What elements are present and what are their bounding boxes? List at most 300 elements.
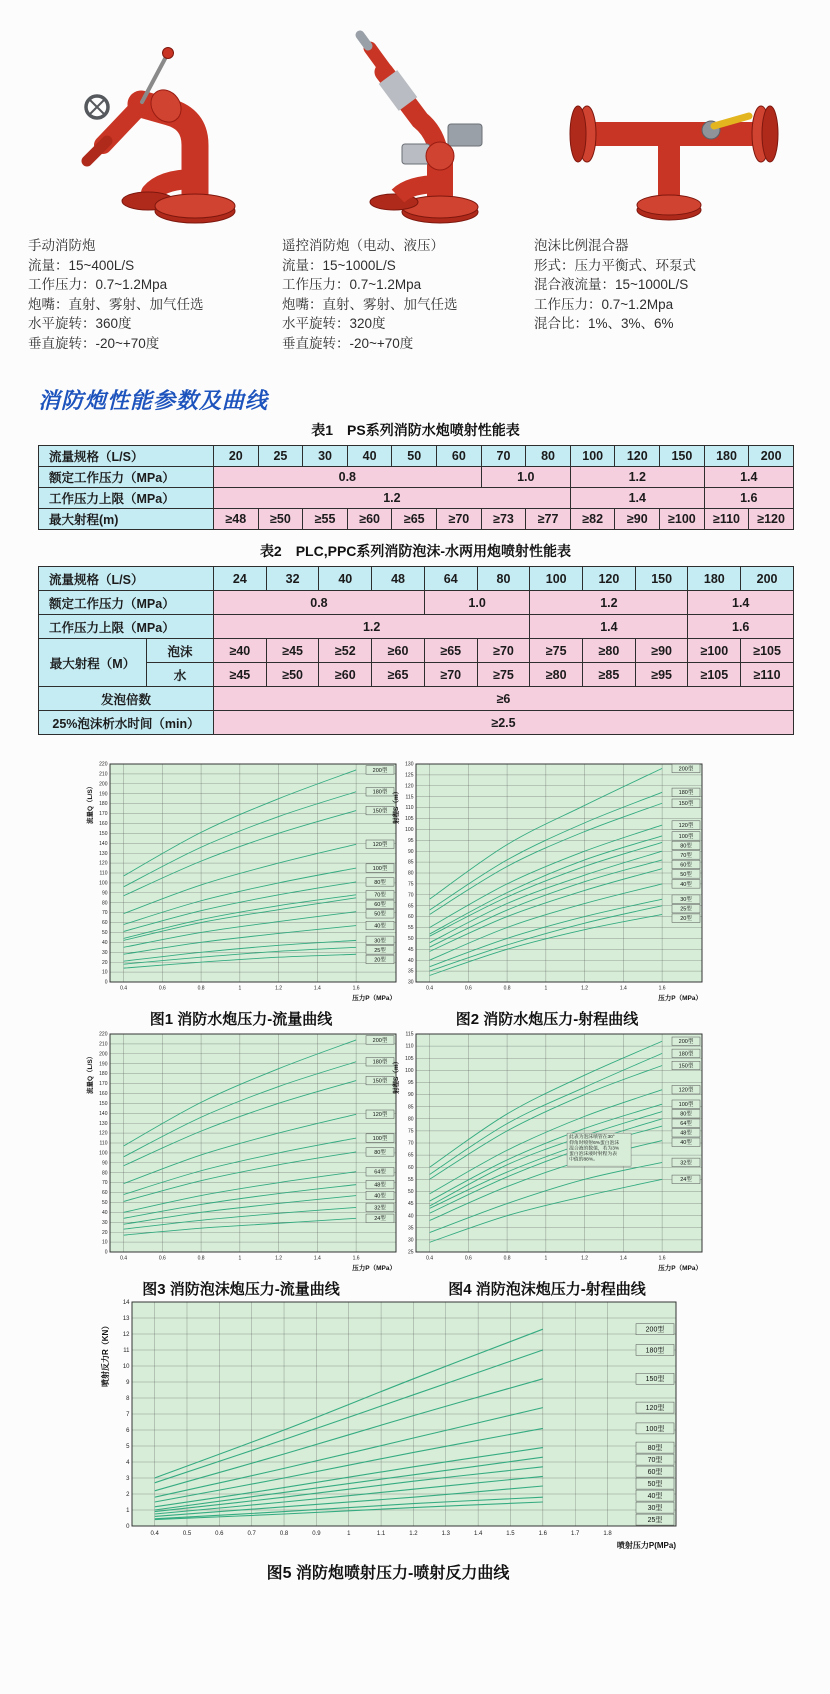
- x-tick-label: 1.6: [352, 985, 360, 992]
- x-tick-label: 0.4: [120, 985, 128, 992]
- y-tick-label: 85: [407, 859, 414, 866]
- x-tick-label: 1.4: [619, 985, 627, 992]
- x-tick-label: 1.4: [473, 1531, 483, 1537]
- y-tick-label: 50: [407, 1189, 414, 1196]
- y-tick-label: 115: [405, 1031, 414, 1038]
- table-cell: 48: [372, 567, 425, 591]
- table-cell: ≥77: [526, 509, 571, 530]
- product-text-foam-proportioner: [534, 236, 808, 334]
- y-tick-label: 190: [99, 791, 108, 798]
- x-tick-label: 0.8: [197, 1255, 205, 1262]
- y-tick-label: 50: [101, 930, 108, 937]
- x-tick-label: 1: [347, 1531, 351, 1537]
- series-label: 100型: [372, 1135, 388, 1142]
- y-tick-label: 150: [99, 830, 108, 837]
- y-tick-label: 20: [101, 959, 108, 966]
- series-label: 150型: [645, 1376, 665, 1384]
- table-cell: 100: [570, 446, 615, 467]
- product-spec-list: [282, 256, 534, 354]
- table-cell: ≥52: [319, 639, 372, 663]
- series-label: 150型: [372, 808, 388, 815]
- y-tick-label: 180: [99, 1071, 108, 1078]
- table-row: [39, 567, 794, 591]
- y-tick-label: 70: [101, 1180, 108, 1187]
- series-label: 40型: [680, 881, 692, 888]
- x-tick-label: 1.2: [275, 985, 283, 992]
- product-spec-line: 工作压力：0.7~1.2Mpa: [534, 296, 674, 312]
- y-tick-label: 150: [99, 1100, 108, 1107]
- y-tick-label: 8: [126, 1396, 130, 1402]
- x-tick-label: 1.4: [619, 1255, 627, 1262]
- y-axis-label: 流量Q（L/S）: [87, 782, 94, 824]
- series-label: 180型: [372, 789, 388, 796]
- series-label: 32型: [680, 1160, 692, 1167]
- product-spec-list: [28, 256, 282, 354]
- x-tick-label: 1.5: [506, 1531, 515, 1537]
- series-label: 48型: [374, 1182, 386, 1189]
- y-tick-label: 35: [407, 1225, 414, 1232]
- y-tick-label: 50: [101, 1200, 108, 1207]
- y-tick-label: 190: [99, 1061, 108, 1068]
- y-tick-label: 75: [407, 1128, 414, 1135]
- y-tick-label: 90: [407, 1092, 414, 1099]
- table-cell: ≥90: [635, 639, 688, 663]
- table-cell: 1.2: [570, 467, 704, 488]
- table-cell: 200: [749, 446, 794, 467]
- table-cell: 80: [526, 446, 571, 467]
- y-tick-label: 110: [405, 1043, 414, 1050]
- product-text-remote-monitor: [282, 236, 534, 353]
- table-cell: ≥105: [688, 663, 741, 687]
- annotation-line: 中值的88%。: [569, 1157, 598, 1163]
- series-label: 200型: [678, 1039, 694, 1046]
- y-tick-label: 2: [126, 1492, 130, 1498]
- table-header-cell: 最大射程(m): [39, 509, 214, 530]
- series-label: 25型: [680, 906, 692, 913]
- table-cell: ≥40: [214, 639, 267, 663]
- series-label: 40型: [374, 1193, 386, 1200]
- chart-caption: 图4 消防泡沫炮压力-射程曲线: [448, 1281, 646, 1298]
- series-label: 120型: [645, 1405, 665, 1412]
- table-cell: 120: [615, 446, 660, 467]
- fig3-pressure-flow-chart: [84, 1026, 398, 1274]
- annotation-line: 仰角时喷射6%蛋白泡沫: [569, 1140, 620, 1146]
- table-cell: 25: [258, 446, 303, 467]
- product-manual-monitor: [28, 20, 282, 353]
- y-tick-label: 80: [407, 1116, 414, 1123]
- y-tick-label: 100: [99, 1150, 108, 1157]
- y-tick-label: 220: [99, 1031, 108, 1038]
- chart-caption: 图5 消防炮喷射压力-喷射反力曲线: [266, 1565, 510, 1582]
- chart-caption: 图2 消防水炮压力-射程曲线: [455, 1011, 639, 1028]
- y-tick-label: 60: [407, 1164, 414, 1171]
- table-cell: 1.6: [704, 488, 793, 509]
- x-tick-label: 0.6: [464, 1255, 472, 1262]
- product-name: 泡沫比例混合器: [534, 238, 629, 253]
- x-axis-label: 喷射压力P(MPa): [616, 1541, 676, 1550]
- y-tick-label: 65: [407, 1152, 414, 1159]
- y-tick-label: 95: [407, 837, 414, 844]
- y-tick-label: 120: [99, 1130, 108, 1137]
- table-cell: ≥45: [214, 663, 267, 687]
- table-cell: 1.4: [704, 467, 793, 488]
- y-tick-label: 30: [101, 1219, 108, 1226]
- y-tick-label: 90: [101, 1160, 108, 1167]
- series-label: 120型: [372, 1112, 388, 1119]
- series-label: 50型: [647, 1481, 663, 1488]
- product-spec-line: 流量：15~1000L/S: [282, 257, 396, 273]
- y-tick-label: 50: [407, 936, 414, 942]
- table-cell: ≥90: [615, 509, 660, 530]
- y-tick-label: 14: [122, 1300, 130, 1306]
- y-tick-label: 100: [405, 827, 414, 833]
- series-label: 40型: [680, 1140, 692, 1147]
- product-spec-line: 水平旋转：320度: [282, 316, 386, 331]
- y-tick-label: 60: [407, 914, 414, 921]
- table-header-cell: 泡沫: [147, 639, 214, 663]
- series-label: 200型: [678, 766, 694, 773]
- product-name: 遥控消防炮（电动、液压）: [282, 238, 444, 253]
- table1-ps-water-monitor-performance: [38, 445, 794, 530]
- y-tick-label: 35: [407, 968, 414, 975]
- table-cell: ≥75: [477, 663, 530, 687]
- table-cell: 120: [583, 567, 636, 591]
- series-label: 48型: [680, 1130, 692, 1137]
- y-tick-label: 0: [104, 979, 108, 986]
- table-cell: 1.4: [570, 488, 704, 509]
- product-remote-monitor: [282, 20, 534, 353]
- table2-block: [38, 541, 793, 735]
- y-tick-label: 70: [407, 892, 414, 899]
- table-cell: 60: [437, 446, 482, 467]
- y-tick-label: 0: [104, 1249, 108, 1256]
- x-tick-label: 1: [544, 1255, 548, 1262]
- y-tick-label: 13: [122, 1316, 130, 1322]
- x-tick-label: 0.9: [312, 1531, 321, 1537]
- table-cell: 150: [660, 446, 705, 467]
- series-label: 100型: [645, 1425, 665, 1433]
- product-text-manual-monitor: [28, 236, 282, 353]
- table-cell: ≥120: [749, 509, 794, 530]
- y-tick-label: 105: [405, 1055, 414, 1062]
- table-cell: ≥65: [392, 509, 437, 530]
- series-label: 120型: [678, 822, 694, 829]
- table-cell: ≥70: [437, 509, 482, 530]
- section-title: 消防炮性能参数及曲线: [38, 388, 269, 413]
- series-label: 30型: [647, 1505, 663, 1512]
- series-label: 60型: [374, 902, 386, 909]
- y-tick-label: 105: [405, 816, 414, 823]
- table-header-cell: 流量规格（L/S）: [39, 446, 214, 467]
- x-tick-label: 1: [238, 985, 242, 992]
- x-tick-label: 1.3: [441, 1531, 450, 1537]
- y-tick-label: 0: [126, 1524, 130, 1530]
- y-tick-label: 180: [99, 801, 108, 808]
- series-label: 80型: [374, 1149, 386, 1156]
- table-cell: 1.2: [530, 591, 688, 615]
- x-tick-label: 0.8: [503, 1255, 511, 1262]
- table-row: [39, 711, 794, 735]
- table-row: [39, 615, 794, 639]
- product-name: 手动消防炮: [28, 238, 96, 253]
- y-tick-label: 30: [407, 979, 414, 986]
- series-label: 180型: [678, 790, 694, 797]
- y-tick-label: 75: [407, 881, 414, 888]
- y-tick-label: 20: [101, 1229, 108, 1236]
- y-tick-label: 40: [101, 1209, 108, 1216]
- table-cell: ≥50: [258, 509, 303, 530]
- y-tick-label: 7: [126, 1412, 130, 1418]
- y-tick-label: 12: [122, 1332, 130, 1338]
- series-label: 120型: [678, 1087, 694, 1094]
- y-tick-label: 120: [99, 860, 108, 867]
- series-label: 80型: [680, 843, 692, 850]
- y-axis-label: 流量Q（L/S）: [87, 1052, 94, 1094]
- table-cell: 0.8: [214, 591, 425, 615]
- x-tick-label: 0.4: [120, 1255, 128, 1262]
- fig1-pressure-flow-chart: [84, 756, 398, 1004]
- table2-plc-ppc-foam-water-monitor-performance: [38, 566, 794, 735]
- table-cell: ≥82: [570, 509, 615, 530]
- table-cell: ≥2.5: [214, 711, 794, 735]
- series-label: 64型: [680, 1121, 692, 1128]
- manual-fire-monitor-illustration: [45, 27, 265, 232]
- x-tick-label: 1.2: [581, 1255, 589, 1262]
- y-tick-label: 110: [99, 1140, 108, 1147]
- y-tick-label: 115: [405, 794, 414, 801]
- table-header-cell: 额定工作压力（MPa）: [39, 591, 214, 615]
- x-tick-label: 1.6: [658, 985, 666, 992]
- series-label: 25型: [647, 1517, 663, 1524]
- table-row: [39, 509, 794, 530]
- product-spec-line: 炮嘴：直射、雾射、加气任选: [28, 296, 204, 312]
- series-label: 100型: [678, 1102, 694, 1109]
- product-spec-line: 混合液流量：15~1000L/S: [534, 277, 689, 292]
- x-axis-label: 压力P（MPa）: [658, 1265, 702, 1272]
- table-cell: 40: [319, 567, 372, 591]
- chart-fig2-water-range: [390, 756, 704, 1029]
- table-header-cell: 水: [147, 663, 214, 687]
- series-label: 70型: [647, 1457, 663, 1464]
- y-tick-label: 30: [101, 949, 108, 956]
- y-tick-label: 10: [122, 1364, 130, 1370]
- series-label: 32型: [374, 1205, 386, 1212]
- series-label: 40型: [374, 923, 386, 930]
- table-cell: ≥75: [530, 639, 583, 663]
- table-cell: 180: [688, 567, 741, 591]
- table-cell: ≥65: [372, 663, 425, 687]
- y-tick-label: 55: [407, 1176, 414, 1183]
- table-cell: ≥45: [266, 639, 319, 663]
- product-spec-line: 工作压力：0.7~1.2Mpa: [282, 277, 422, 292]
- annotation-line: 混合液的数值，若为3%: [569, 1146, 620, 1152]
- table-cell: 24: [214, 567, 267, 591]
- y-tick-label: 40: [407, 1213, 414, 1220]
- table-cell: 1.0: [424, 591, 529, 615]
- table-cell: 30: [303, 446, 348, 467]
- y-tick-label: 95: [407, 1080, 414, 1087]
- y-tick-label: 65: [407, 903, 414, 910]
- y-tick-label: 5: [126, 1444, 130, 1450]
- table-cell: 40: [347, 446, 392, 467]
- table-cell: ≥70: [477, 639, 530, 663]
- x-tick-label: 1.4: [313, 1255, 321, 1262]
- x-axis-label: 压力P（MPa）: [352, 995, 396, 1002]
- series-label: 180型: [678, 1051, 694, 1058]
- series-label: 80型: [680, 1111, 692, 1118]
- product-showcase: [28, 20, 808, 353]
- table-cell: ≥85: [583, 663, 636, 687]
- product-spec-line: 流量：15~400L/S: [28, 257, 135, 273]
- x-tick-label: 0.8: [503, 985, 511, 992]
- chart-fig5-jet-reaction: [98, 1292, 678, 1583]
- x-tick-label: 1: [544, 985, 548, 992]
- product-spec-line: 混合比：1%、3%、6%: [534, 316, 674, 331]
- table-cell: ≥110: [704, 509, 749, 530]
- y-tick-label: 110: [99, 870, 108, 877]
- table-cell: 1.2: [214, 488, 571, 509]
- table-cell: ≥60: [372, 639, 425, 663]
- x-tick-label: 0.4: [150, 1531, 159, 1537]
- table-cell: 150: [635, 567, 688, 591]
- series-label: 60型: [647, 1469, 663, 1476]
- series-label: 24型: [680, 1177, 692, 1184]
- table-cell: ≥80: [583, 639, 636, 663]
- y-tick-label: 130: [99, 1120, 108, 1127]
- series-label: 50型: [374, 911, 386, 918]
- series-label: 24型: [374, 1216, 386, 1223]
- table-cell: 1.4: [530, 615, 688, 639]
- series-label: 100型: [372, 865, 388, 872]
- series-label: 150型: [678, 1063, 694, 1070]
- product-spec-line: 垂直旋转：-20~+70度: [28, 335, 160, 351]
- product-image-remote-monitor: [282, 20, 534, 232]
- series-label: 25型: [374, 947, 386, 954]
- y-tick-label: 160: [99, 821, 108, 828]
- series-label: 180型: [645, 1347, 665, 1355]
- x-tick-label: 0.6: [215, 1531, 224, 1537]
- table-cell: ≥50: [266, 663, 319, 687]
- x-tick-label: 0.6: [158, 985, 166, 992]
- table-row: [39, 687, 794, 711]
- annotation-line: 此表为泡沫喷管在30°: [569, 1135, 615, 1141]
- x-tick-label: 1.2: [275, 1255, 283, 1262]
- fig5-pressure-reaction-chart: [98, 1292, 678, 1554]
- chart-fig4-foam-range: [390, 1026, 704, 1299]
- series-label: 100型: [678, 833, 694, 840]
- series-label: 70型: [374, 892, 386, 899]
- y-tick-label: 90: [101, 890, 108, 897]
- y-tick-label: 1: [126, 1508, 130, 1514]
- x-tick-label: 1.6: [352, 1255, 360, 1262]
- y-tick-label: 10: [101, 1239, 108, 1246]
- y-tick-label: 220: [99, 761, 108, 768]
- y-tick-label: 40: [407, 957, 414, 964]
- y-tick-label: 55: [407, 925, 414, 932]
- x-tick-label: 1.8: [603, 1531, 612, 1537]
- table-cell: ≥70: [424, 663, 477, 687]
- y-tick-label: 170: [99, 811, 108, 818]
- table-row: [39, 639, 794, 663]
- x-tick-label: 0.6: [158, 1255, 166, 1262]
- x-tick-label: 0.5: [182, 1531, 192, 1537]
- x-tick-label: 1.4: [313, 985, 321, 992]
- y-tick-label: 4: [126, 1460, 130, 1466]
- x-axis-label: 压力P（MPa）: [658, 995, 702, 1002]
- y-tick-label: 130: [405, 761, 414, 768]
- table-cell: ≥65: [424, 639, 477, 663]
- series-label: 200型: [645, 1326, 665, 1334]
- table1-title: 表1 PS系列消防水炮喷射性能表: [311, 422, 520, 438]
- fig2-pressure-range-chart: [390, 756, 704, 1004]
- table-cell: 1.0: [481, 467, 570, 488]
- product-spec-line: 炮嘴：直射、雾射、加气任选: [282, 296, 458, 312]
- x-tick-label: 0.8: [197, 985, 205, 992]
- y-tick-label: 25: [407, 1249, 414, 1256]
- y-tick-label: 3: [126, 1476, 130, 1482]
- series-label: 80型: [647, 1445, 663, 1452]
- x-tick-label: 1: [238, 1255, 242, 1262]
- foam-proportioner-illustration: [551, 72, 791, 232]
- y-tick-label: 200: [99, 781, 108, 788]
- table-cell: 64: [424, 567, 477, 591]
- x-axis-label: 压力P（MPa）: [352, 1265, 396, 1272]
- series-label: 150型: [678, 801, 694, 808]
- table-cell: 200: [741, 567, 794, 591]
- table-header-cell: 25%泡沫析水时间（min）: [39, 711, 214, 735]
- chart-fig3-foam-flow: [84, 1026, 398, 1299]
- series-label: 30型: [680, 897, 692, 904]
- series-label: 150型: [372, 1078, 388, 1085]
- table-header-cell: 工作压力上限（MPa）: [39, 615, 214, 639]
- x-tick-label: 1.1: [376, 1531, 386, 1537]
- y-tick-label: 45: [407, 946, 414, 953]
- y-tick-label: 170: [99, 1081, 108, 1088]
- table-cell: ≥110: [741, 663, 794, 687]
- series-label: 40型: [647, 1493, 663, 1500]
- y-tick-label: 210: [99, 1041, 108, 1048]
- y-tick-label: 125: [405, 772, 414, 779]
- table-cell: ≥60: [347, 509, 392, 530]
- series-label: 50型: [680, 871, 692, 878]
- chart-caption: 图3 消防泡沫炮压力-流量曲线: [142, 1281, 340, 1298]
- y-tick-label: 110: [405, 805, 414, 812]
- table-cell: 50: [392, 446, 437, 467]
- series-label: 30型: [374, 938, 386, 945]
- y-tick-label: 130: [99, 850, 108, 857]
- table-cell: ≥55: [303, 509, 348, 530]
- series-label: 200型: [372, 1037, 388, 1044]
- y-tick-label: 140: [99, 1110, 108, 1117]
- y-tick-label: 30: [407, 1237, 414, 1244]
- table-row: [39, 488, 794, 509]
- y-tick-label: 210: [99, 771, 108, 778]
- table-cell: 180: [704, 446, 749, 467]
- y-tick-label: 100: [405, 1067, 414, 1074]
- table-cell: 1.4: [688, 591, 793, 615]
- series-label: 64型: [374, 1169, 386, 1176]
- x-tick-label: 0.4: [426, 985, 434, 992]
- table-cell: ≥73: [481, 509, 526, 530]
- series-label: 120型: [372, 842, 388, 849]
- series-label: 70型: [680, 852, 692, 859]
- y-tick-label: 80: [407, 870, 414, 877]
- y-tick-label: 160: [99, 1091, 108, 1098]
- table-cell: 1.6: [688, 615, 793, 639]
- x-tick-label: 1.6: [658, 1255, 666, 1262]
- y-tick-label: 90: [407, 848, 414, 855]
- y-tick-label: 45: [407, 1201, 414, 1208]
